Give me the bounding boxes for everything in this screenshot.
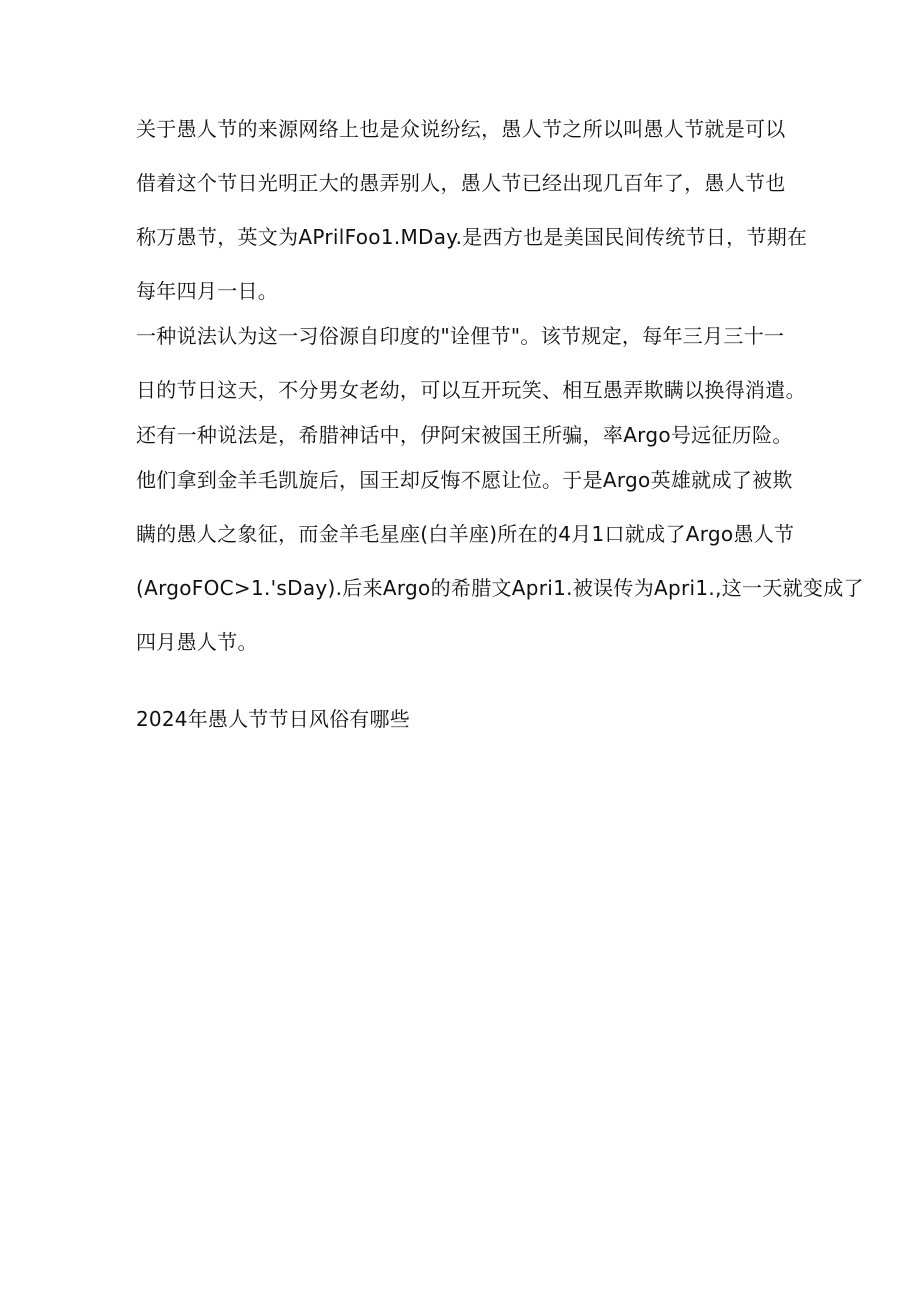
paragraph-2-line-6: (ArgoFOC>1.'sDay).后来Argo的希腊文Apri1.被误传为Apri1.,这一天就变成了 [136, 576, 864, 600]
paragraph-1-line-1: 关于愚人节的来源网络上也是众说纷纭，愚人节之所以叫愚人节就是可以 [136, 117, 786, 141]
paragraph-2-line-1: 一种说法认为这一习俗源自印度的"诠俚节"。该节规定，每年三月三十一 [136, 324, 785, 348]
document-body [136, 117, 864, 685]
paragraph-2-line-4: 他们拿到金羊毛凯旋后，国王却反悔不愿让位。于是Argo英雄就成了被欺 [136, 468, 793, 492]
paragraph-2-line-2: 日的节日这天，不分男女老幼，可以互开玩笑、相互愚弄欺瞒以换得消遣。 [136, 378, 806, 402]
section-heading: 2024年愚人节节日风俗有哪些 [136, 707, 410, 731]
paragraph-1-line-4: 每年四月一日。 [136, 279, 279, 303]
paragraph-2-line-5: 瞒的愚人之象征，而金羊毛星座(白羊座)所在的4月1口就成了Argo愚人节 [136, 522, 795, 546]
paragraph-2-line-7: 四月愚人节。 [136, 630, 258, 654]
paragraph-1-line-3: 称万愚节，英文为APrilFoo1.MDay.是西方也是美国民间传统节日，节期在 [136, 225, 808, 249]
paragraph-2-line-3: 还有一种说法是，希腊神话中，伊阿宋被国王所骗，率Argo号远征历险。 [136, 423, 793, 447]
paragraph-1-line-2: 借着这个节日光明正大的愚弄别人，愚人节已经出现几百年了，愚人节也 [136, 171, 786, 195]
